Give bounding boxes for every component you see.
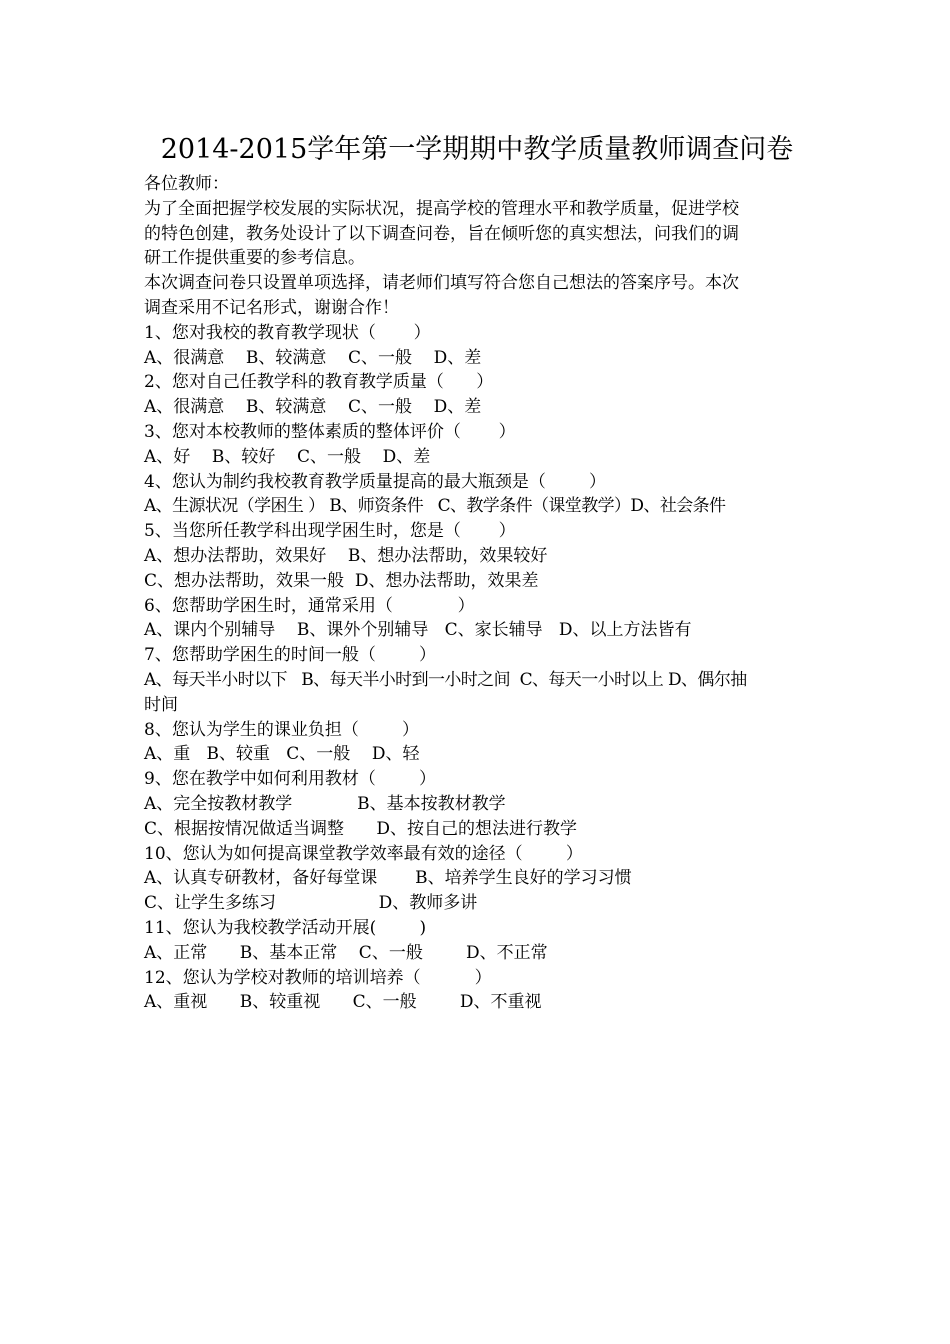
question-options: 时间 <box>144 694 178 715</box>
intro-paragraph-1 <box>144 197 810 271</box>
question-2 <box>144 370 810 420</box>
question-text: 12、您认为学校对教师的培训培养（ ） <box>144 967 492 988</box>
greeting: 各位教师： <box>144 174 229 194</box>
question-options: C、根据按情况做适当调整 D、按自己的想法进行教学 <box>144 818 578 839</box>
question-3 <box>144 420 810 470</box>
question-4 <box>144 470 810 520</box>
question-options: A、每天半小时以下 B、每天半小时到一小时之间 C、每天一小时以上 D、偶尔抽 <box>144 669 747 690</box>
intro-line: 的特色创建，教务处设计了以下调查问卷，旨在倾听您的真实想法，问我们的调 <box>144 223 739 244</box>
question-list <box>144 321 810 1015</box>
question-10 <box>144 842 810 916</box>
question-options: A、正常 B、基本正常 C、一般 D、不正常 <box>144 942 548 963</box>
question-text: 1、您对我校的教育教学现状（ ） <box>144 322 431 343</box>
question-text: 9、您在教学中如何利用教材（ ） <box>144 769 437 790</box>
question-options: A、重 B、较重 C、一般 D、轻 <box>144 744 420 765</box>
question-text: 3、您对本校教师的整体素质的整体评价（ ） <box>144 421 516 442</box>
question-options: A、重视 B、较重视 C、一般 D、不重视 <box>144 992 542 1013</box>
question-7 <box>144 643 810 717</box>
document-page <box>144 128 810 1015</box>
question-options: A、很满意 B、较满意 C、一般 D、差 <box>144 347 482 368</box>
question-text: 7、您帮助学困生的时间一般（ ） <box>144 645 437 666</box>
intro-paragraph-2 <box>144 271 810 321</box>
question-options: A、课内个别辅导 B、课外个别辅导 C、家长辅导 D、以上方法皆有 <box>144 620 692 641</box>
question-text: 11、您认为我校教学活动开展( ) <box>144 917 427 938</box>
question-text: 8、您认为学生的课业负担（ ） <box>144 719 420 740</box>
question-options: A、生源状况（学困生 ） B、师资条件 C、教学条件（课堂教学）D、社会条件 <box>144 496 726 517</box>
intro-line: 本次调查问卷只设置单项选择，请老师们填写符合您自己想法的答案序号。本次 <box>144 273 739 294</box>
question-options: A、好 B、较好 C、一般 D、差 <box>144 446 431 467</box>
question-text: 2、您对自己任教学科的教育教学质量（ ） <box>144 372 494 393</box>
question-8 <box>144 718 810 768</box>
question-text: 6、您帮助学困生时，通常采用（ ） <box>144 595 475 616</box>
question-text: 4、您认为制约我校教育教学质量提高的最大瓶颈是（ ） <box>144 471 607 492</box>
question-options: C、让学生多练习 D、教师多讲 <box>144 893 478 914</box>
question-options: A、认真专研教材，备好每堂课 B、培养学生良好的学习习惯 <box>144 868 632 889</box>
intro-line: 研工作提供重要的参考信息。 <box>144 248 365 269</box>
question-12 <box>144 966 810 1016</box>
question-options: A、完全按教材教学 B、基本按教材教学 <box>144 793 506 814</box>
intro-line: 调查采用不记名形式，谢谢合作！ <box>144 297 399 318</box>
question-1 <box>144 321 810 371</box>
intro-line: 为了全面把握学校发展的实际状况，提高学校的管理水平和教学质量，促进学校 <box>144 198 739 219</box>
question-6 <box>144 594 810 644</box>
question-text: 10、您认为如何提高课堂教学效率最有效的途径（ ） <box>144 843 583 864</box>
question-5 <box>144 519 810 593</box>
question-11 <box>144 916 810 966</box>
question-text: 5、当您所任教学科出现学困生时，您是（ ） <box>144 521 516 542</box>
question-options: C、想办法帮助，效果一般 D、想办法帮助，效果差 <box>144 570 539 591</box>
question-9 <box>144 767 810 841</box>
question-options: A、想办法帮助，效果好 B、想办法帮助，效果较好 <box>144 545 548 566</box>
question-options: A、很满意 B、较满意 C、一般 D、差 <box>144 397 482 418</box>
document-title: 2014-2015学年第一学期期中教学质量教师调查问卷 <box>160 134 794 165</box>
